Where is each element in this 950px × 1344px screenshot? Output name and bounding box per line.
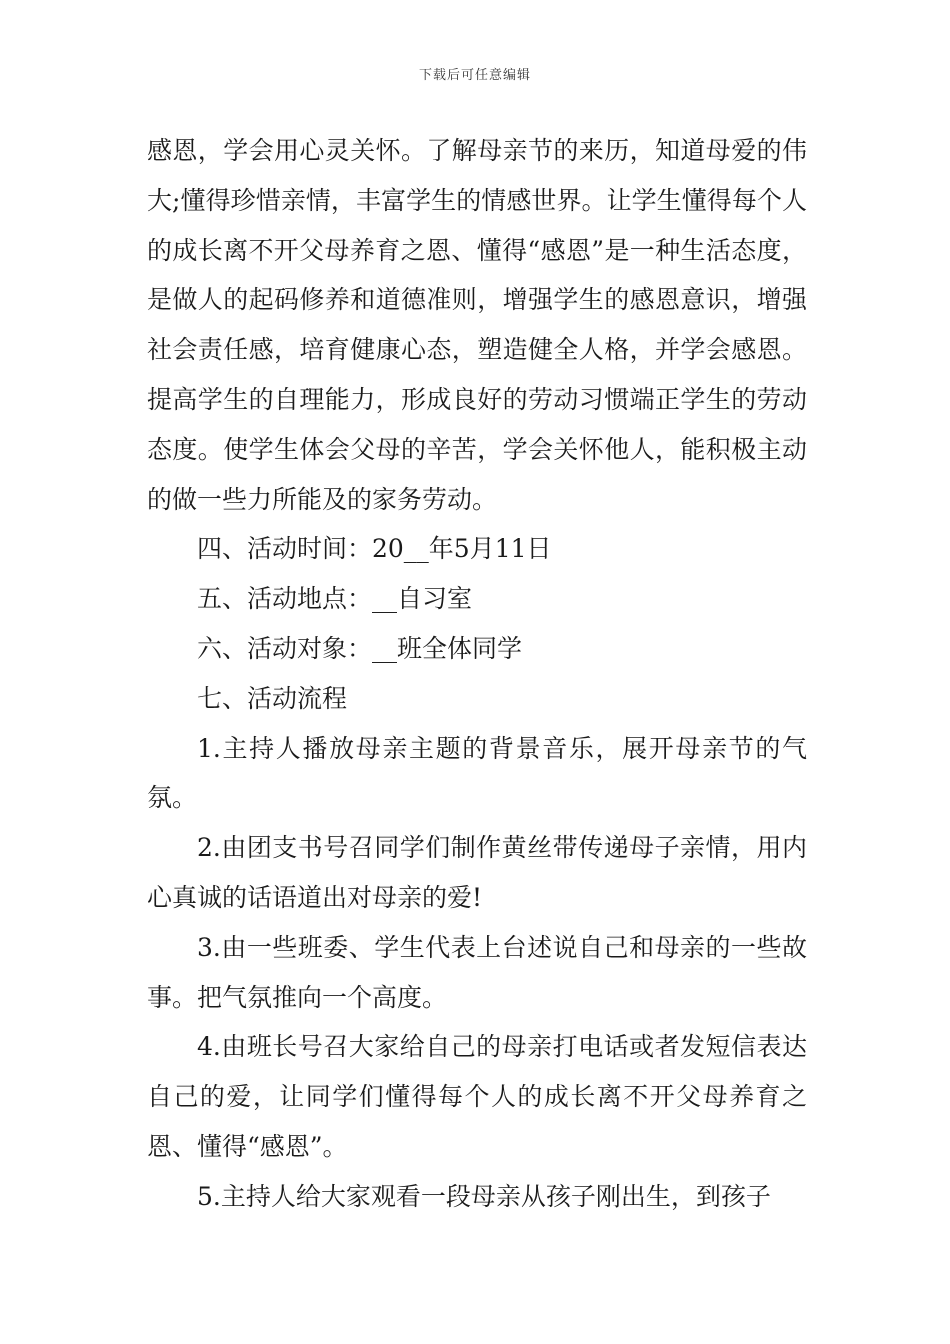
paragraph-step-1: 1.主持人播放母亲主题的背景音乐，展开母亲节的气氛。 (147, 733, 807, 813)
paragraph-step-4: 4.由班长号召大家给自己的母亲打电话或者发短信表达自己的爱，让同学们懂得每个人的成长离不开父母养育之恩、懂得“感恩”。 (147, 1032, 807, 1161)
paragraph-activity-process-heading: 七、活动流程 (197, 683, 348, 713)
paragraph-step-3: 3.由一些班委、学生代表上台述说自己和母亲的一些故事。把气氛推向一个高度。 (147, 932, 807, 1012)
page-header: 下载后可任意编辑 (418, 68, 531, 83)
paragraph-activity-participants: 六、活动对象：__班全体同学 (197, 633, 523, 663)
paragraph-activity-time: 四、活动时间：20__年5月11日 (197, 534, 552, 564)
paragraph-goals: 感恩，学会用心灵关怀。了解母亲节的来历，知道母爱的伟大;懂得珍惜亲情，丰富学生的情感世界。让学生懂得每个人的成长离不开父母养育之恩、懂得“感恩”是一种生活态度，是做人的起码修养和道德准则，增强学生的感恩意识，增强社会责任感，培育健康心态，塑造健全人格，并学会感恩。提高学生的自理能力，形成良好的劳动习惯端正学生的劳动态度。使学生体会父母的辛苦，学会关怀他人，能积极主动的做一些力所能及的家务劳动。 (147, 136, 807, 514)
document-body (147, 126, 807, 1222)
paragraph-step-2: 2.由团支书号召同学们制作黄丝带传递母子亲情，用内心真诚的话语道出对母亲的爱! (147, 833, 807, 912)
paragraph-step-5: 5.主持人给大家观看一段母亲从孩子刚出生，到孩子 (197, 1181, 771, 1211)
paragraph-activity-location: 五、活动地点：__自习室 (197, 584, 473, 614)
